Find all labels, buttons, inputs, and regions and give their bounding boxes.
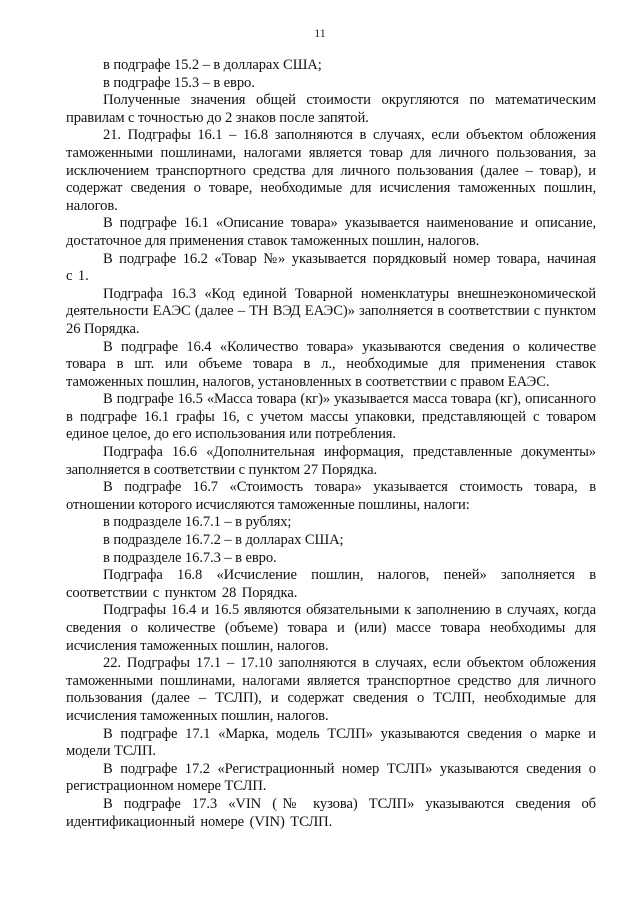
paragraph: Подграфа 16.3 «Код единой Товарной номенклатуры внешнеэкономической деятельности ЕАЭС (далее – ТН ВЭД ЕАЭС)» заполняется в соответствии с пунктом 26 Порядка.	[66, 285, 596, 337]
paragraph: В подграфе 16.7 «Стоимость товара» указывается стоимость товара, в отношении которого исчисляются таможенные пошлины, налоги:	[66, 479, 596, 513]
paragraph: В подграфе 16.2 «Товар №» указывается порядковый номер товара, начиная с 1.	[66, 250, 596, 285]
paragraph: Подграфа 16.8 «Исчисление пошлин, налогов, пеней» заполняется в соответствии с пунктом 28 Порядка.	[66, 567, 596, 601]
paragraph: В подграфе 17.2 «Регистрационный номер ТСЛП» указываются сведения о регистрационном номере ТСЛП.	[66, 760, 596, 795]
paragraph: В подграфе 17.1 «Марка, модель ТСЛП» указываются сведения о марке и модели ТСЛП.	[66, 725, 596, 760]
page-number: 11	[314, 26, 326, 40]
paragraph: в подграфе 15.2 – в долларах США;	[103, 57, 322, 73]
paragraph: в подразделе 16.7.3 – в евро.	[103, 549, 277, 566]
paragraph: В подграфе 16.4 «Количество товара» указываются сведения о количестве товара в шт. или объеме товара в л., необходимые для применения ставок таможенных пошлин, налогов, установленных в соответствии с правом ЕАЭС.	[66, 338, 596, 390]
paragraph: в подразделе 16.7.1 – в рублях;	[103, 514, 292, 531]
paragraph: 21. Подграфы 16.1 – 16.8 заполняются в случаях, если объектом обложения таможенными пошлинами, налогами является товар для личного пользования, за исключением транспортного средства для личного пользования (далее – товар), и содержат сведения о товаре, необходимые для исчисления таможенных пошлин, налогов.	[66, 127, 596, 214]
paragraph: В подграфе 16.5 «Масса товара (кг)» указывается масса товара (кг), описанного в подграфе 16.1 графы 16, с учетом массы упаковки, представляющей с товаром единое целое, до его использования или потребления.	[66, 391, 596, 443]
paragraph: 22. Подграфы 17.1 – 17.10 заполняются в случаях, если объектом обложения таможенными пошлинами, налогами является транспортное средство для личного пользования (далее – ТСЛП), и содержат сведения о ТСЛП, необходимые для исчисления таможенных пошлин, налогов.	[66, 655, 596, 724]
document-body	[66, 57, 596, 831]
paragraph: В подграфе 17.3 «VIN (№ кузова) ТСЛП» указываются сведения об идентификационный номере (VIN) ТСЛП.	[66, 795, 596, 830]
paragraph: Подграфы 16.4 и 16.5 являются обязательными к заполнению в случаях, когда сведения о количестве (объеме) товара и (или) массе товара необходимы для исчисления таможенных пошлин, налогов.	[66, 602, 596, 654]
paragraph: в подразделе 16.7.2 – в долларах США;	[103, 532, 344, 549]
paragraph: Подграфа 16.6 «Дополнительная информация, представленные документы» заполняется в соответствии с пунктом 27 Порядка.	[66, 444, 596, 478]
paragraph: в подграфе 15.3 – в евро.	[103, 74, 255, 91]
paragraph: В подграфе 16.1 «Описание товара» указывается наименование и описание, достаточное для применения ставок таможенных пошлин, налогов.	[66, 215, 596, 249]
paragraph: Полученные значения общей стоимости округляются по математическим правилам с точностью до 2 знаков после запятой.	[66, 92, 596, 126]
